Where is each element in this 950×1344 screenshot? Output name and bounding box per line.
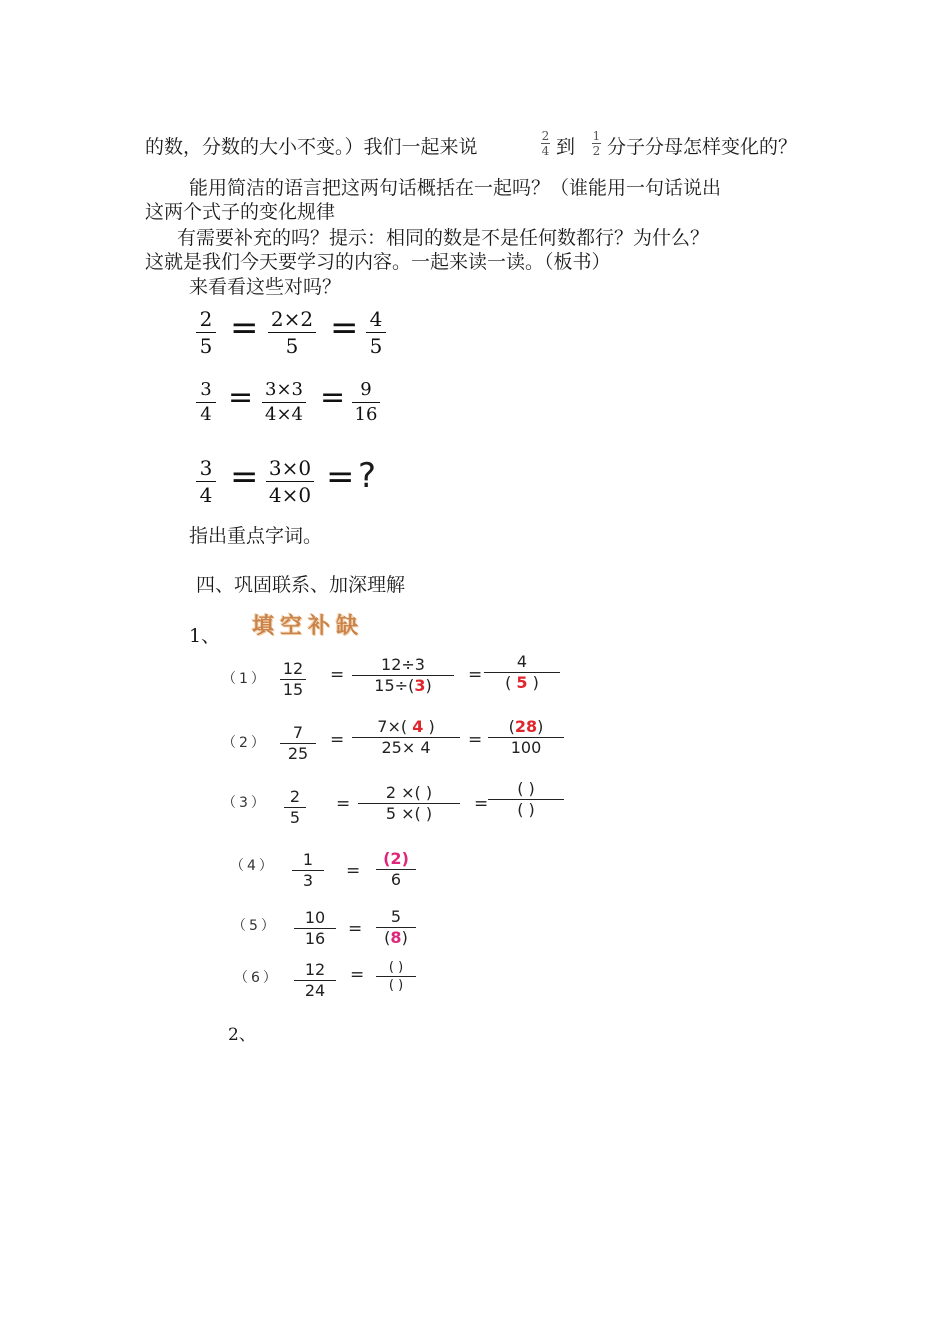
question-mark: ? <box>358 456 377 496</box>
fraction-denominator: 3 <box>302 871 314 890</box>
numerator-text: ) <box>537 717 544 736</box>
fraction-bar <box>196 332 216 333</box>
fraction-numerator: 4 <box>369 307 383 331</box>
fraction-bar <box>376 976 416 977</box>
fraction-bar <box>196 481 216 482</box>
fraction <box>376 850 416 889</box>
denominator-text: ) <box>401 928 408 947</box>
fraction-numerator: 10 <box>304 908 326 927</box>
answer-value: 3 <box>414 676 426 695</box>
fraction-denominator <box>384 929 408 947</box>
fraction-numerator: 9 <box>360 379 372 400</box>
text-segment: 分子分母怎样变化的？ <box>607 136 798 158</box>
numerator-text: ) <box>428 717 435 736</box>
fraction <box>488 718 564 757</box>
fraction-denominator: 6 <box>390 870 402 889</box>
equals-sign: = <box>348 919 363 939</box>
equals-sign: = <box>330 308 359 348</box>
fraction <box>292 851 324 890</box>
fraction <box>484 653 560 692</box>
equals-sign: = <box>468 730 483 750</box>
fraction-numerator: ( ) <box>388 960 404 975</box>
answer-value: 2 <box>390 849 402 868</box>
fraction-denominator: 5 <box>199 334 213 358</box>
fraction-numerator: 12 <box>282 659 304 678</box>
paragraph-line-4: 有需要补充的吗？提示：相同的数是不是任何数都行？为什么？ <box>177 227 710 249</box>
fraction-denominator: 5 <box>285 334 299 358</box>
problem-label: （6） <box>234 970 280 986</box>
fraction-bar <box>262 402 306 403</box>
fraction <box>376 908 416 947</box>
denominator-text: ( <box>384 928 391 947</box>
problem-label: （1） <box>222 671 268 687</box>
numerator-text: ) <box>401 849 409 868</box>
fraction-denominator: 25 <box>287 744 309 763</box>
item-number-2: 2、 <box>228 1025 256 1045</box>
equals-sign: = <box>230 308 259 348</box>
numerator-text: ( <box>383 849 391 868</box>
equals-sign: = <box>230 457 259 497</box>
fraction-denominator: 15 <box>282 680 304 699</box>
fraction-numerator: 1 <box>302 850 314 869</box>
item-number-1: 1、 <box>189 625 221 647</box>
equals-sign: = <box>346 861 361 881</box>
fraction-denominator: 100 <box>510 738 542 757</box>
equals-sign: = <box>468 665 483 685</box>
fraction <box>352 718 460 757</box>
fraction-denominator: 5 <box>369 334 383 358</box>
problem-label: （3） <box>222 795 268 811</box>
fraction-numerator: 2 ×( ) <box>385 783 433 802</box>
fraction <box>196 380 216 425</box>
fraction-numerator <box>377 718 434 736</box>
fraction-numerator <box>509 718 544 736</box>
fraction <box>280 660 306 699</box>
fraction-bar <box>266 481 314 482</box>
fraction <box>352 656 454 695</box>
fraction-numerator: 2 <box>541 129 550 143</box>
equals-sign: = <box>474 794 489 814</box>
fraction <box>376 960 416 993</box>
answer-value: 5 <box>516 673 528 692</box>
fraction-numerator: 12 <box>304 960 326 979</box>
fraction-numerator: 12÷3 <box>381 655 425 674</box>
fraction-numerator: 1 <box>592 129 601 143</box>
fraction-denominator: 16 <box>304 929 326 948</box>
fraction <box>262 380 306 425</box>
fraction-denominator: 24 <box>304 981 326 1000</box>
exercise-banner: 填空补缺 <box>252 614 365 639</box>
text-segment: 的数，分数的大小不变。）我们一起来说 <box>145 136 478 158</box>
equals-sign: = <box>350 965 365 985</box>
fraction <box>366 308 386 357</box>
fraction-denominator <box>505 674 539 692</box>
fraction-numerator: 3 <box>199 456 213 480</box>
paragraph-line-7: 指出重点字词。 <box>189 525 323 547</box>
fraction-bar <box>196 402 216 403</box>
paragraph-line-3: 这两个式子的变化规律 <box>145 201 336 223</box>
equals-sign: = <box>228 380 254 415</box>
denominator-text: 15÷( <box>374 676 415 695</box>
answer-value: 8 <box>390 928 402 947</box>
fraction-bar <box>366 332 386 333</box>
answer-value: 28 <box>514 717 538 736</box>
equals-sign: = <box>330 665 345 685</box>
fraction-denominator: ( ) <box>517 800 535 819</box>
equals-sign: = <box>320 380 346 415</box>
fraction-numerator <box>383 850 409 868</box>
fraction-denominator: 16 <box>354 404 378 425</box>
fraction-denominator: 25× 4 <box>381 738 431 757</box>
denominator-text: ) <box>532 673 539 692</box>
fraction <box>266 457 314 506</box>
paragraph-line-5: 这就是我们今天要学习的内容。一起来读一读。（板书） <box>145 251 611 273</box>
fraction-numerator: 2 <box>199 307 213 331</box>
fraction-denominator: ( ) <box>388 978 404 993</box>
fraction-denominator: 4×0 <box>268 483 312 507</box>
equals-sign: = <box>326 457 355 497</box>
fraction-numerator: 3 <box>200 379 212 400</box>
fraction-numerator: 2×2 <box>270 307 314 331</box>
fraction-denominator: 5 <box>289 808 301 827</box>
answer-value: 4 <box>412 717 424 736</box>
fraction-denominator: 4 <box>200 404 212 425</box>
fraction-denominator: 4 <box>199 483 213 507</box>
equals-sign: = <box>336 794 351 814</box>
paragraph-line-6: 来看看这些对吗？ <box>189 276 342 298</box>
problem-label: （5） <box>232 918 278 934</box>
text-segment: 到 <box>556 136 576 158</box>
fraction-denominator <box>374 677 431 695</box>
fraction <box>352 380 380 425</box>
numerator-text: 7×( <box>377 717 408 736</box>
fraction-numerator: ( ) <box>517 779 535 798</box>
fraction-numerator: 5 <box>390 907 402 926</box>
fraction <box>284 788 306 827</box>
fraction-bar <box>268 332 316 333</box>
denominator-text: ) <box>425 676 432 695</box>
numerator-text: ( <box>508 717 515 736</box>
fraction <box>358 784 460 823</box>
fraction <box>268 308 316 357</box>
fraction <box>196 308 216 357</box>
fraction <box>196 457 216 506</box>
fraction-numerator: 7 <box>292 723 304 742</box>
inline-fraction <box>541 130 550 157</box>
fraction-numerator: 4 <box>516 652 528 671</box>
fraction-denominator: 4×4 <box>265 404 303 425</box>
fraction <box>488 780 564 819</box>
fraction-numerator: 3×0 <box>268 456 312 480</box>
problem-label: （2） <box>222 735 268 751</box>
fraction-denominator: 2 <box>592 144 601 158</box>
fraction-numerator: 2 <box>289 787 301 806</box>
equals-sign: = <box>330 730 345 750</box>
fraction-bar <box>352 402 380 403</box>
fraction <box>294 909 336 948</box>
fraction-denominator: 5 ×( ) <box>385 804 433 823</box>
denominator-text: ( <box>505 673 512 692</box>
inline-fraction <box>592 130 601 157</box>
problem-label: （4） <box>230 858 276 874</box>
section-heading: 四、巩固联系、加深理解 <box>196 574 406 596</box>
paragraph-line-1 <box>145 135 478 159</box>
fraction-denominator: 4 <box>541 144 550 158</box>
fraction <box>294 961 336 1000</box>
fraction-numerator: 3×3 <box>265 379 303 400</box>
fraction <box>280 724 316 763</box>
paragraph-line-2: 能用简洁的语言把这两句话概括在一起吗？（谁能用一句话说出 <box>189 177 722 199</box>
